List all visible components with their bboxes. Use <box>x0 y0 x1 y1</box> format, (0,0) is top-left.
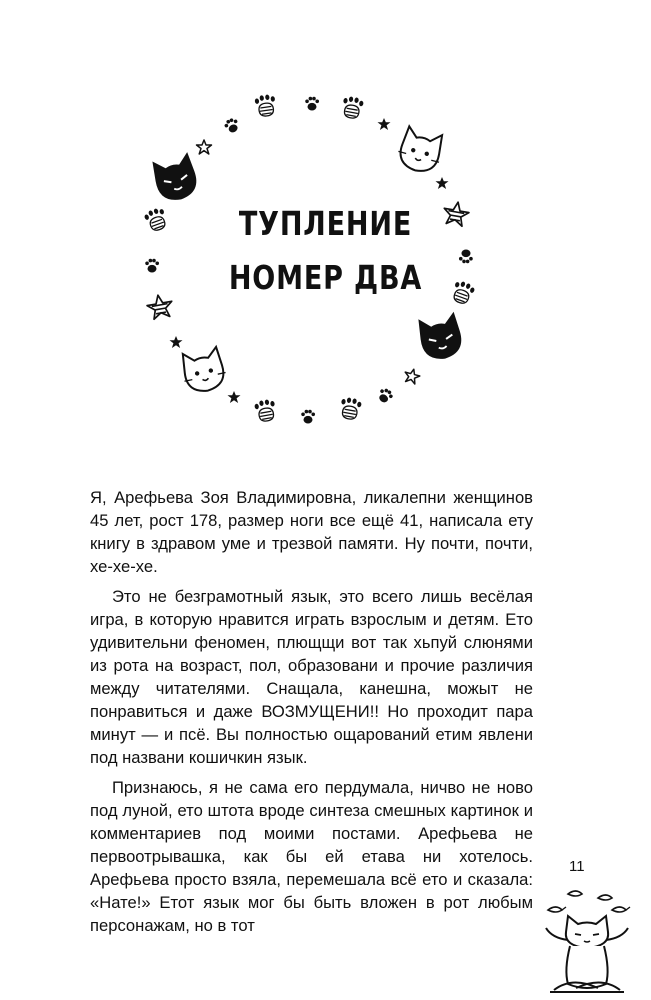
paragraph: Это не безграмотный язык, это всего лишь весёлая игра, в которую нравится играть взрослым и детям. Ето удивительни феномен, плющщи вот так хьпуй слюнями из рота на возраст, пол, образовани и прочие различия между читателями. Снащала, канешна, можыт не понравиться и даже ВОЗМУЩЕНИ!! Но проходит пара минут — и псё. Вы полностью ощарований етим явлени под названи кошичкин язык. <box>90 587 533 767</box>
chapter-title-line-2: НОМЕР ДВА <box>228 258 423 297</box>
meditating-cat-icon <box>528 880 646 998</box>
paragraph: Признаюсь, я не сама его пердумала, ничво не ново под луной, ето штота вроде синтеза смешных картинок и комментариев под моими постами. Арефьева не первоотрывашка, как бы ей етава ни хотелось. Арефьева просто взяла, перемешала всё ето и сказала: «Нате!» Етот язык мог бы быть вложен в рот любым персонажам, но в тот <box>90 778 533 935</box>
chapter-body-text <box>90 486 533 944</box>
paragraph: Я, Арефьева Зоя Владимировна, ликалепни женщинов 45 лет, рост 178, размер ноги все ещё 41, написала ету книгу в здравом уме и трезвой памяти. Ну почти, почти, хе-хе-хе. <box>90 488 533 576</box>
chapter-title-line-1: ТУПЛЕНИЕ <box>238 204 413 243</box>
page-number: 11 <box>569 858 585 875</box>
